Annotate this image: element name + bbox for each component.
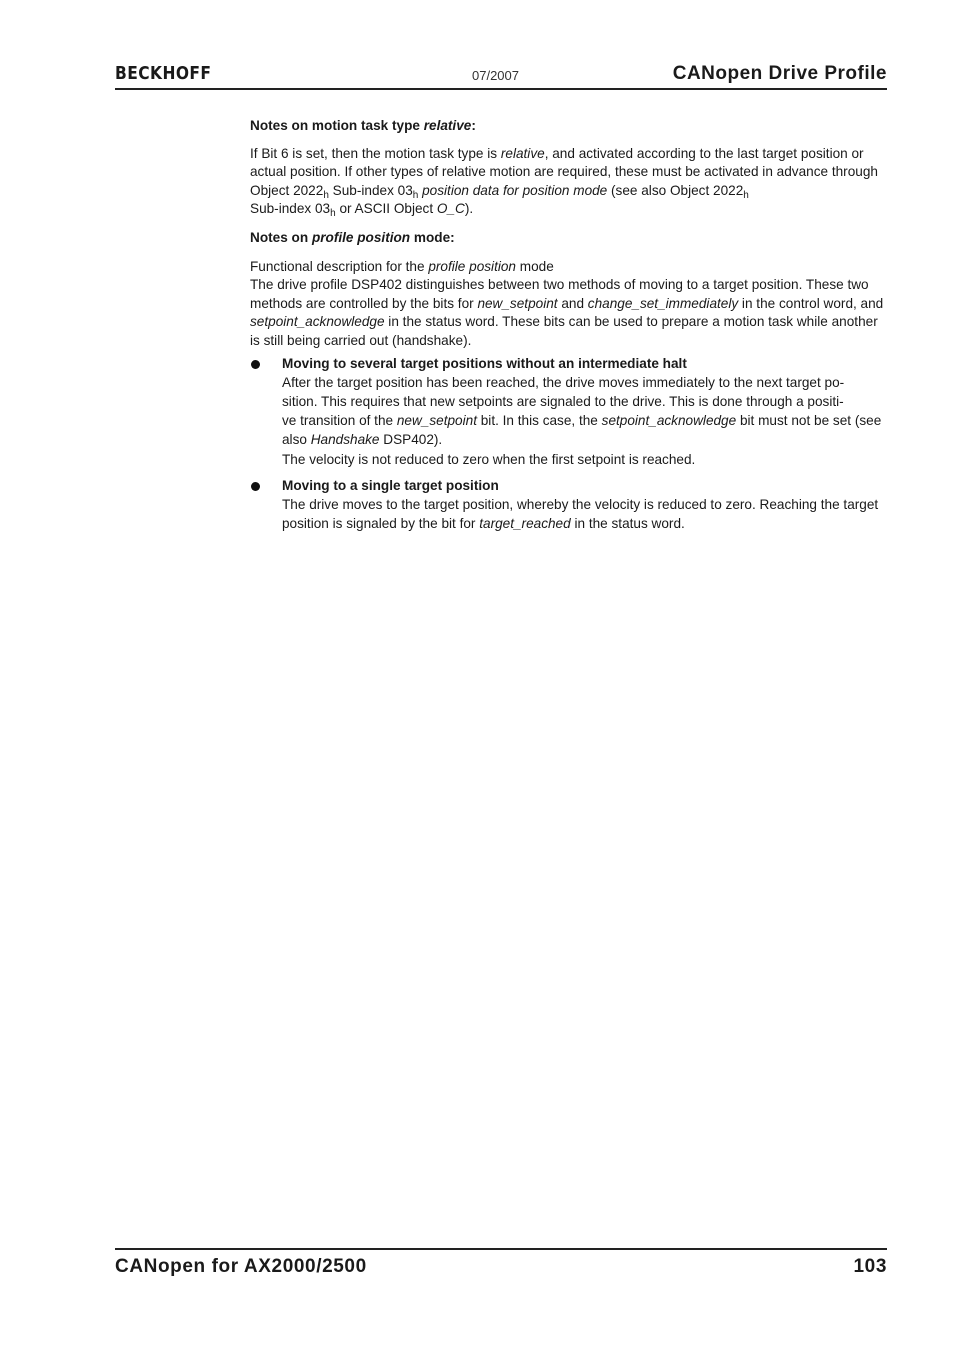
section-heading-relative: Notes on motion task type relative: (250, 118, 476, 133)
profile-position-paragraph: Functional description for the profile position mode The drive profile DSP402 distinguishes between two methods of moving to a target position. These two methods are controlled by the bits for new_setpoint and change_set_immediately in the control word, and setpoint_acknowledge in the status word. These bits can be used to prepare a motion task while another is still being carried out (handshake). (250, 258, 884, 348)
relative-motion-paragraph: If Bit 6 is set, then the motion task type is relative, and activated according to the last target position or actual position. If other types of relative motion are required, these must be activated in advance through Object $2022_h$ Sub-index $03_h$ position data for position mode (see also Object $2022_h$ Sub-index $03_h$ or ASCII Object O_C). (250, 145, 878, 220)
section-heading-profile-position: Notes on profile position mode: (250, 229, 455, 245)
list-item-title: Moving to several target positions without an intermediate halt (282, 355, 687, 371)
list-item: Moving to several target positions without an intermediate halt After the target position has been reached, the drive moves immediately to the next target po- sition. This requires that new setpoints are signaled to the drive. This is done through a positi- ve transition of the new_setpoint bit. In this case, the setpoint_acknowledge bit must not be set (see also Handshake DSP402). The velocity is not reduced to zero when the first setpoint is reached. (250, 354, 890, 469)
manual-title: CANopen for AX2000/2500 (115, 1256, 367, 1277)
movement-methods-list (250, 354, 890, 534)
main-content (250, 117, 890, 533)
document-title: CANopen Drive Profile (672, 63, 887, 84)
bullet-icon (251, 360, 260, 369)
document-date: 07/2007 (472, 68, 519, 83)
list-item-title: Moving to a single target position (282, 477, 499, 493)
page-number: 103 (853, 1256, 887, 1277)
page-footer (115, 1248, 887, 1282)
list-item: Moving to a single target position The drive moves to the target position, whereby the velocity is reduced to zero. Reaching the target position is signaled by the bit for target_reached in the status word. (250, 476, 890, 534)
bullet-icon (251, 482, 260, 491)
brand-logo: BECKHOFF (115, 63, 212, 84)
page-header (115, 62, 887, 90)
